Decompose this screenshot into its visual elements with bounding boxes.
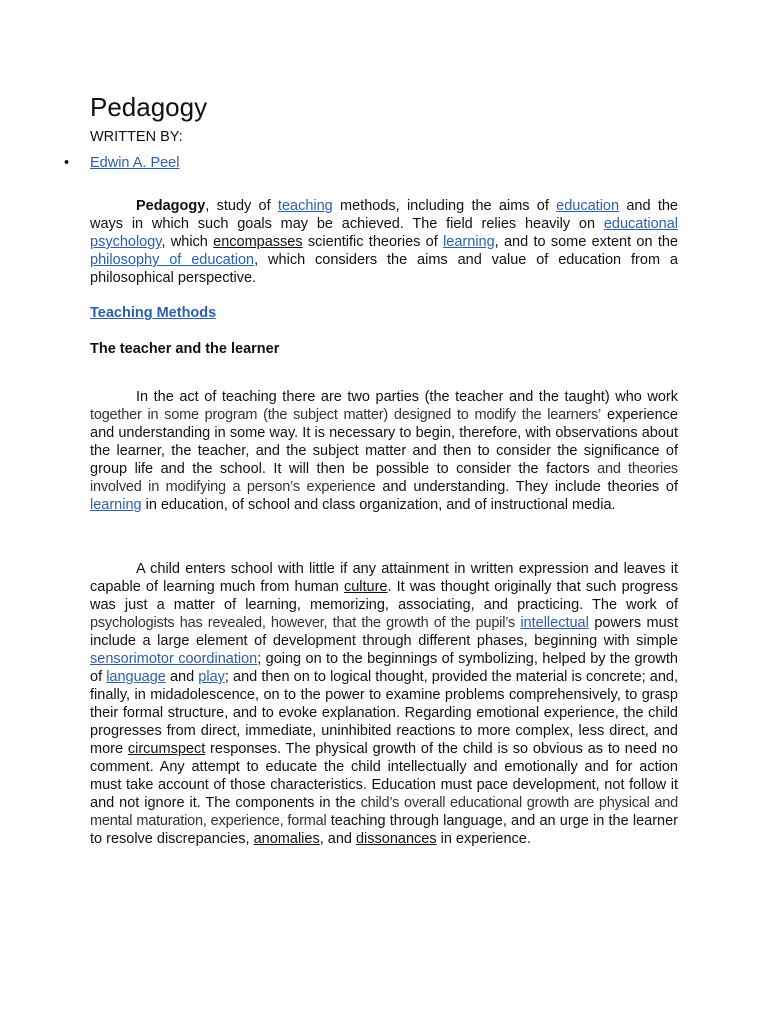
link-education[interactable]: education: [556, 198, 620, 214]
link-language[interactable]: language: [106, 669, 166, 685]
link-intellectual[interactable]: intellectual: [520, 615, 589, 631]
term-pedagogy: Pedagogy: [136, 198, 206, 214]
link-play[interactable]: play: [198, 669, 225, 685]
underlined-encompasses[interactable]: encompasses: [213, 234, 303, 250]
link-teaching[interactable]: teaching: [277, 198, 333, 214]
underlined-circumspect[interactable]: circumspect: [127, 741, 206, 757]
underlined-dissonances[interactable]: dissonances: [355, 831, 437, 847]
author-link[interactable]: Edwin A. Peel: [90, 155, 180, 171]
paragraph-2: A child enters school with little if any attainment in written expression and leaves it capable of learning much from human culture. It was thought originally that such progress was just a matter of learning, memorizing, associating, and practicing. The work of psychologists has revealed, however, that the growth of the pupil’s intellectual powers must include a large element of development through different phases, beginning with simple sensorimotor coordination; going on to the beginnings of symbolizing, helped by the growth of language and play; and then on to logical thought, provided the material is concrete; and, finally, in midadolescence, on to the power to examine problems comprehensively, to grasp their formal structure, and to evoke explanation. Regarding emotional experience, the child progresses from direct, immediate, uninhibited reactions to more complex, less direct, and more circumspect responses. The physical growth of the child is so obvious as to need no comment. Any attempt to educate the child intellectually and emotionally and for action must take account of those characteristics. Education must pace development, not follow it and not ignore it. The components in the child’s overall educational growth are physical and mental maturation, experience, formal teaching through language, and an urge in the learner to resolve discrepancies, anomalies, and dissonances in experience.: [90, 561, 678, 847]
section-link-teaching-methods[interactable]: Teaching Methods: [90, 305, 217, 321]
link-learning[interactable]: learning: [443, 234, 495, 250]
intro-paragraph: Pedagogy, study of teaching methods, including the aims of education and the ways in which such goals may be achieved. The field relies heavily on educational psychology, which encompasses scientific theories of learning, and to some extent on the philosophy of education, which considers the aims and value of education from a philosophical perspective.: [90, 198, 678, 286]
subheading: The teacher and the learner: [90, 341, 280, 357]
link-learning-2[interactable]: learning: [90, 497, 142, 513]
written-by-label: WRITTEN BY:: [90, 129, 183, 145]
page-title: Pedagogy: [90, 92, 208, 122]
link-philosophy-of-education[interactable]: philosophy of education: [90, 252, 255, 268]
underlined-anomalies[interactable]: anomalies: [253, 831, 320, 847]
bullet-icon: •: [64, 155, 70, 171]
underlined-culture[interactable]: culture: [343, 579, 388, 595]
paragraph-1: In the act of teaching there are two parties (the teacher and the taught) who work together in some program (the subject matter) designed to modify the learners’ experience and understanding in some way. It is necessary to begin, therefore, with observations about the learner, the teacher, and the subject matter and then to consider the significance of group life and the school. It will then be possible to consider the factors and theories involved in modifying a person’s experience and understanding. They include theories of learning in education, of school and class organization, and of instructional media.: [90, 389, 679, 513]
link-sensorimotor-coordination[interactable]: sensorimotor coordination: [90, 651, 258, 667]
link-educational-psychology[interactable]: educational psychology: [90, 216, 678, 250]
author-list-item: [64, 155, 179, 171]
